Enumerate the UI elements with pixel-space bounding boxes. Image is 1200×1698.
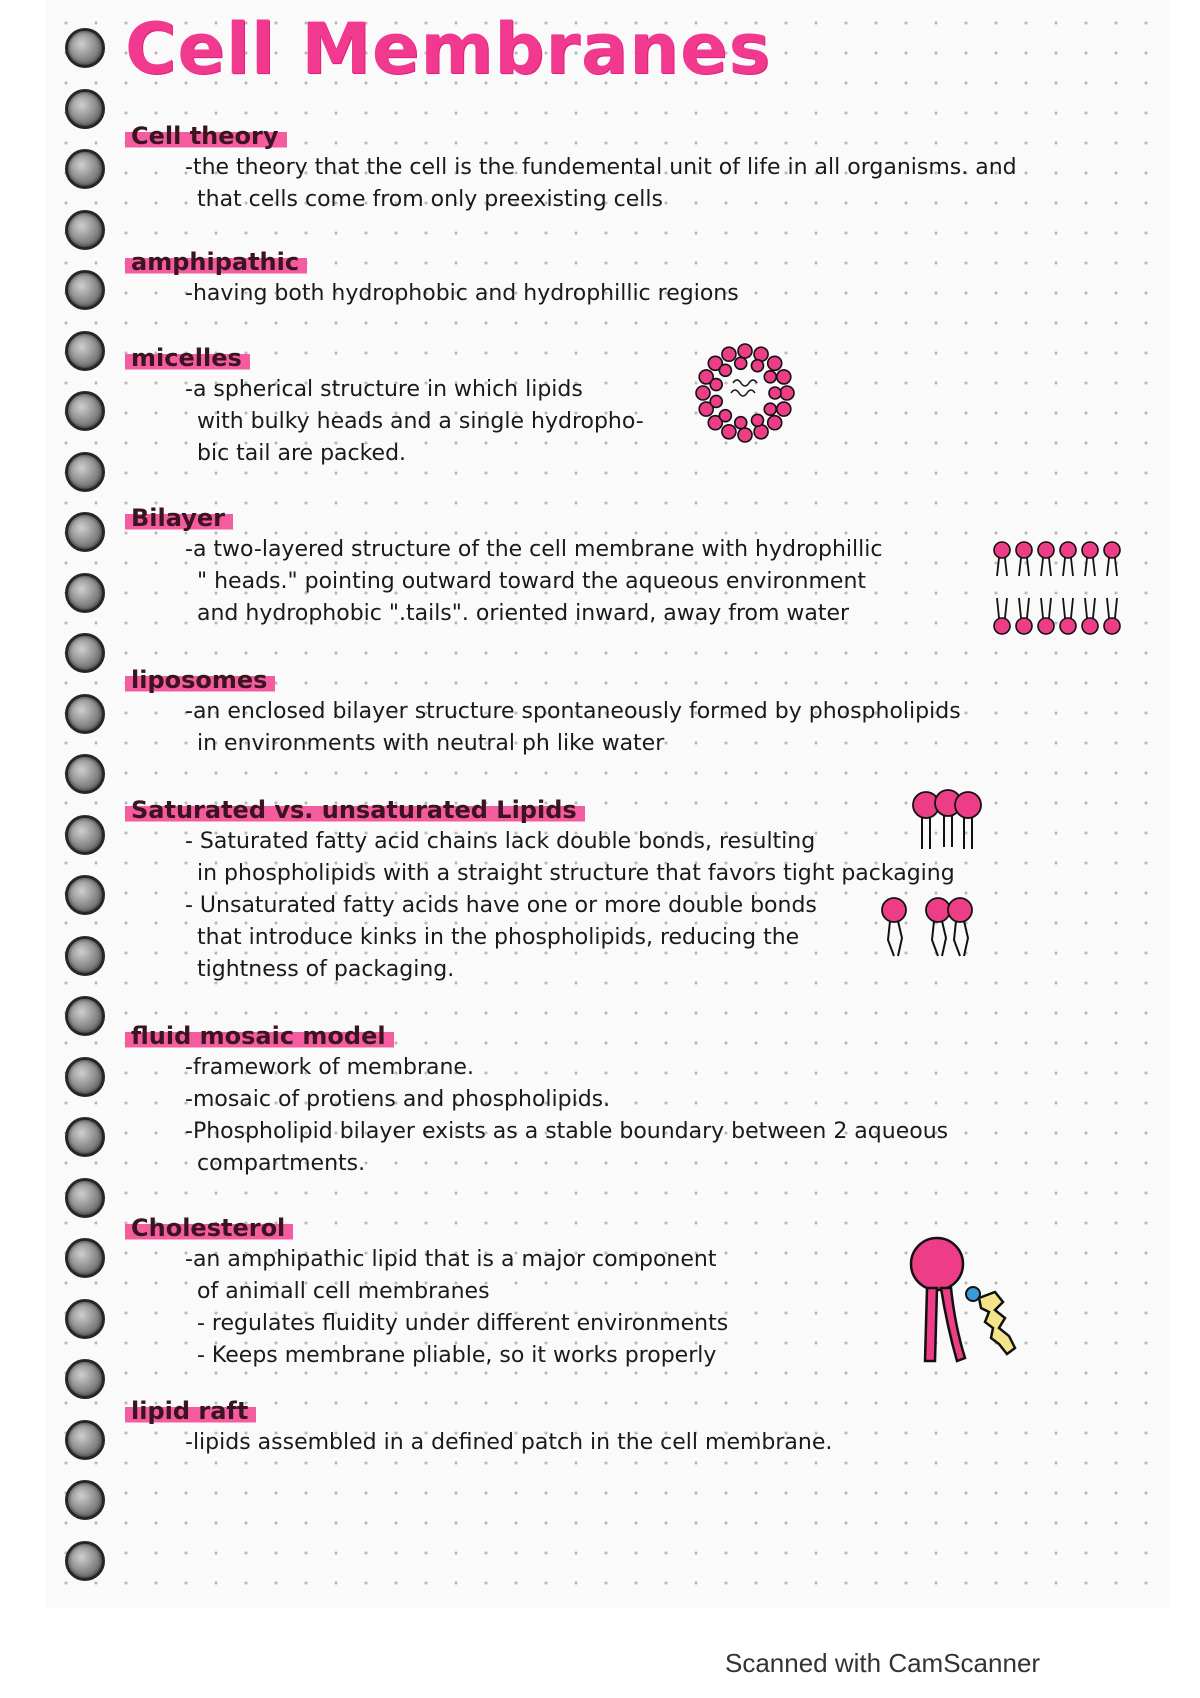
lipid-head [710,379,722,391]
lipid-tail [1041,598,1051,618]
lipid-tail [1085,558,1095,576]
lipid-head [1016,618,1032,634]
binding-ring [65,28,105,68]
lipid-tail [1063,558,1073,576]
text-line: -framework of membrane. [185,1055,474,1080]
lipid-head [769,387,781,399]
binding-ring [65,633,105,673]
lipid-head [1082,542,1098,558]
lipid-head [738,344,752,358]
heading-cell-theory: Cell theory [125,120,287,152]
lipid-head [768,416,782,430]
lipid-tails [731,380,757,396]
section-amphipathic [125,246,1065,310]
section-cell-theory [125,120,1065,216]
lipid-head [1038,618,1054,634]
lipid-tail [1107,558,1117,576]
cholesterol-sketch [895,1236,1055,1366]
text-line: tightness of packaging. [197,957,455,982]
lipid-head [882,898,906,922]
lipid-head [1060,542,1076,558]
binding-ring [65,1420,105,1460]
text-line: -the theory that the cell is the fundemental unit of life in all organisms. and [185,155,1017,180]
lipid-head [719,364,731,376]
lipid-head [764,371,776,383]
cholesterol-link [966,1287,980,1301]
lipid-head [994,618,1010,634]
lipid-tail [997,598,1007,618]
lipid-tail [925,1288,937,1361]
text-line: bic tail are packed. [197,441,407,466]
lipid-head [1082,618,1098,634]
lipid-head [955,792,981,818]
text-line: -an enclosed bilayer structure spontaneously formed by phospholipids [185,699,961,724]
binding-ring [65,996,105,1036]
text-line: that introduce kinks in the phospholipids, reducing the [197,925,800,950]
lipid-tail [964,817,972,849]
lipid-head [751,414,763,426]
heading-amphipathic: amphipathic [125,246,307,278]
heading-lipid-raft: lipid raft [125,1395,256,1427]
binding-ring [65,754,105,794]
text-line: in environments with neutral ph like water [197,731,665,756]
text-line: with bulky heads and a single hydropho- [197,409,644,434]
text-line: -mosaic of protiens and phospholipids. [185,1087,611,1112]
text-line: -Phospholipid bilayer exists as a stable boundary between 2 aqueous [185,1119,949,1144]
lipid-head [764,403,776,415]
binding-ring [65,573,105,613]
lipid-head [911,1238,963,1290]
text-line: that cells come from only preexisting cells [197,187,663,212]
binding-ring [65,1057,105,1097]
text-line: - Unsaturated fatty acids have one or more double bonds [185,893,817,918]
lipid-tail [932,921,946,956]
text-line: compartments. [197,1151,366,1176]
lipid-tail [954,921,968,956]
lipid-tail [997,558,1007,576]
text-line: -a spherical structure in which lipids [185,377,583,402]
binding-ring [65,89,105,129]
lipid-head [994,542,1010,558]
binding-ring [65,331,105,371]
text-line: - Saturated fatty acid chains lack double bonds, resulting [185,829,816,854]
lipid-tail [922,817,930,849]
lipid-head [735,417,747,429]
lipid-head [780,386,794,400]
lipid-tail [944,815,952,847]
heading-fluid-mosaic-model: fluid mosaic model [125,1020,394,1052]
lipid-head [751,360,763,372]
lipid-head [768,356,782,370]
heading-liposomes: liposomes [125,664,275,696]
lipid-head [722,425,736,439]
binding-ring [65,1359,105,1399]
unsaturated-lipid-sketch [880,892,1000,962]
lipid-tail [1019,558,1029,576]
lipid-head [719,410,731,422]
binding-ring [65,391,105,431]
lipid-tail [1085,598,1095,618]
spiral-binding [45,0,105,1608]
section-lipid-raft [125,1395,1065,1459]
lipid-tail [1063,598,1073,618]
binding-ring [65,1238,105,1278]
text-line: in phospholipids with a straight structure that favors tight packaging [197,861,955,886]
binding-ring [65,1117,105,1157]
text-line: of animall cell membranes [197,1279,490,1304]
scanner-watermark: Scanned with CamScanner [725,1648,1041,1678]
lipid-head [696,386,710,400]
lipid-head [926,898,950,922]
binding-ring [65,936,105,976]
section-micelles [125,342,1065,470]
text-line: -a two-layered structure of the cell membrane with hydrophillic [185,537,883,562]
lipid-head [735,357,747,369]
text-line: - regulates fluidity under different environments [197,1311,729,1336]
heading-cholesterol: Cholesterol [125,1212,293,1244]
lipid-tail [1107,598,1117,618]
cholesterol-ring [979,1292,1015,1354]
lipid-head [722,347,736,361]
text-line: -lipids assembled in a defined patch in the cell membrane. [185,1430,833,1455]
binding-ring [65,1178,105,1218]
lipid-tail [1041,558,1051,576]
lipid-head [1016,542,1032,558]
text-line: " heads." pointing outward toward the aqueous environment [197,569,867,594]
bilayer-sketch [990,540,1130,640]
lipid-tail [941,1288,965,1361]
lipid-tail [1019,598,1029,618]
binding-ring [65,149,105,189]
heading-micelles: micelles [125,342,250,374]
lipid-head [710,395,722,407]
lipid-tail [888,921,902,956]
lipid-head [1104,618,1120,634]
heading-bilayer: Bilayer [125,502,233,534]
text-line: and hydrophobic ".tails". oriented inward, away from water [197,601,850,626]
notebook-page [45,0,1170,1608]
section-bilayer [125,502,1065,630]
text-line: -having both hydrophobic and hydrophillic regions [185,281,739,306]
lipid-head [1060,618,1076,634]
binding-ring [65,210,105,250]
lipid-head [777,370,791,384]
micelle-sketch [695,343,795,443]
binding-ring [65,452,105,492]
lipid-head [777,402,791,416]
heading-saturated-lipids: Saturated vs. unsaturated Lipids [125,794,585,826]
binding-ring [65,512,105,552]
binding-ring [65,270,105,310]
lipid-head [738,428,752,442]
page-title: Cell Membranes [125,8,772,90]
binding-ring [65,1480,105,1520]
binding-ring [65,694,105,734]
text-line: -an amphipathic lipid that is a major component [185,1247,717,1272]
lipid-head [1104,542,1120,558]
binding-ring [65,815,105,855]
binding-ring [65,875,105,915]
binding-ring [65,1541,105,1581]
binding-ring [65,1299,105,1339]
lipid-head [1038,542,1054,558]
saturated-lipid-sketch [910,785,990,855]
section-liposomes [125,664,1065,760]
lipid-head [948,898,972,922]
text-line: - Keeps membrane pliable, so it works properly [197,1343,717,1368]
section-fluid-mosaic-model [125,1020,1065,1180]
